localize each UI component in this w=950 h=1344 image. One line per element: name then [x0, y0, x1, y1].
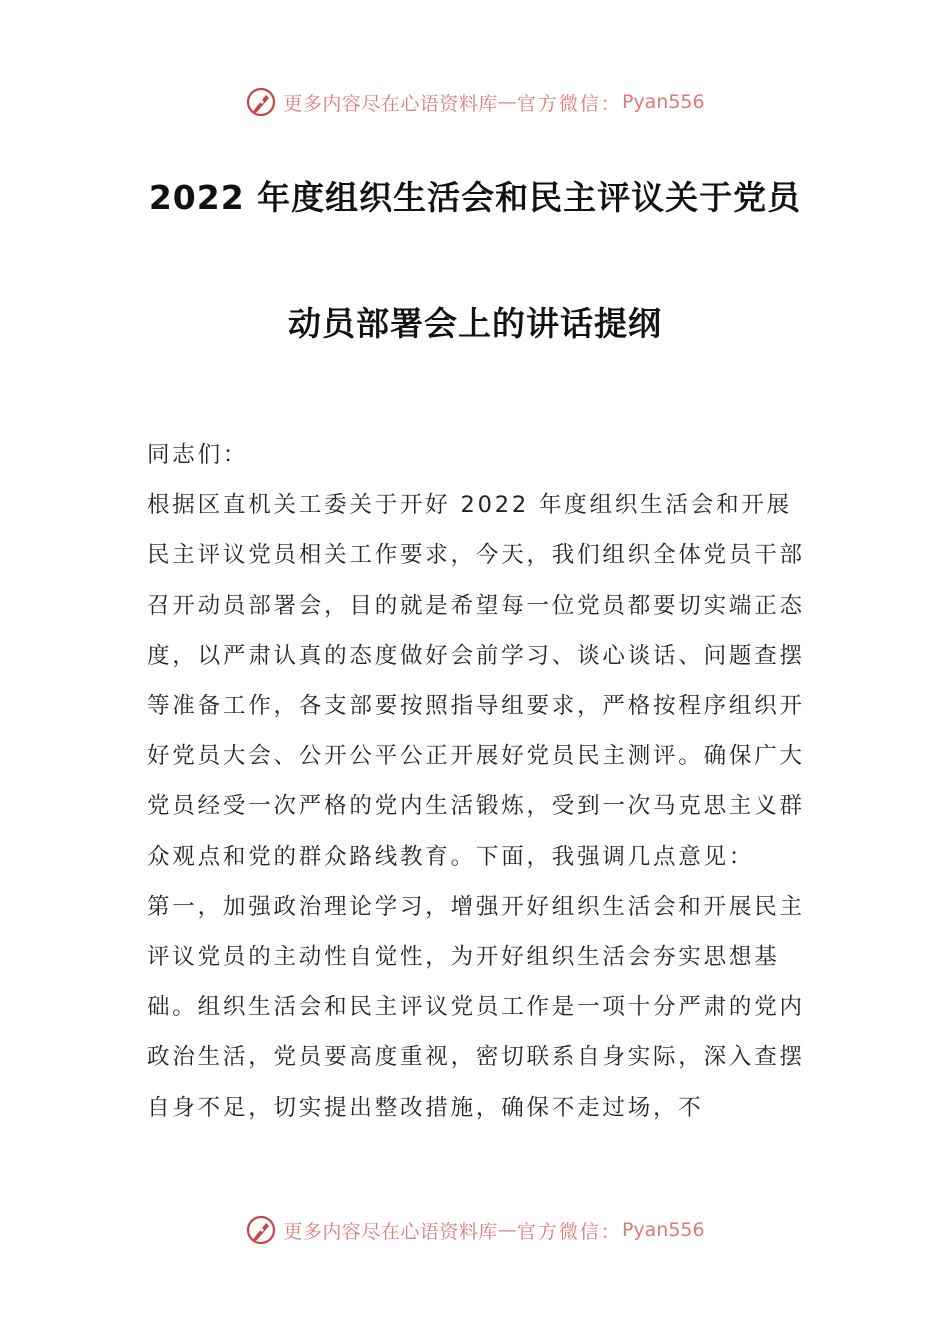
pen-logo-icon: [245, 86, 277, 118]
body-paragraph-2: 第一，加强政治理论学习，增强开好组织生活会和开展民主评议党员的主动性自觉性，为开好组织生活会夯实思想基础。组织生活会和民主评议党员工作是一项十分严肃的党内政治生活，党员要高度重视，密切联系自身实际，深入查摆自身不足，切实提出整改措施，确保不走过场，不: [147, 893, 805, 1121]
banner-wechat-label: 官方微信：: [516, 1220, 622, 1243]
document-body: [147, 430, 807, 1133]
banner-text: 更多内容尽在心语资料库: [283, 1220, 498, 1243]
header-watermark-banner: [0, 82, 950, 122]
salutation: 同志们：: [147, 442, 249, 468]
banner-wechat-id: Pyan556: [621, 91, 705, 113]
footer-watermark-banner: [0, 1210, 950, 1250]
banner-separator: —: [497, 1219, 517, 1241]
banner-wechat-label: 官方微信：: [516, 92, 622, 115]
document-title-line-2: 动员部署会上的讲话提纲: [288, 304, 662, 343]
banner-text: 更多内容尽在心语资料库: [283, 92, 498, 115]
body-paragraph-1: 根据区直机关工委关于开好 2022 年度组织生活会和开展民主评议党员相关工作要求，今天，我们组织全体党员干部召开动员部署会，目的就是希望每一位党员都要切实端正态度，以严肃认真的态度做好会前学习、谈心谈话、问题查摆等准备工作，各支部要按照指导组要求，严格按程序组织开好党员大会、公开公平公正开展好党员民主测评。确保广大党员经受一次严格的党内生活锻炼，受到一次马克思主义群众观点和党的群众路线教育。下面，我强调几点意见：: [147, 492, 805, 870]
pen-logo-icon: [245, 1214, 277, 1246]
banner-wechat-id: Pyan556: [621, 1219, 705, 1241]
document-title-line-1: 2022 年度组织生活会和民主评议关于党员: [148, 178, 802, 217]
banner-separator: —: [497, 91, 517, 113]
